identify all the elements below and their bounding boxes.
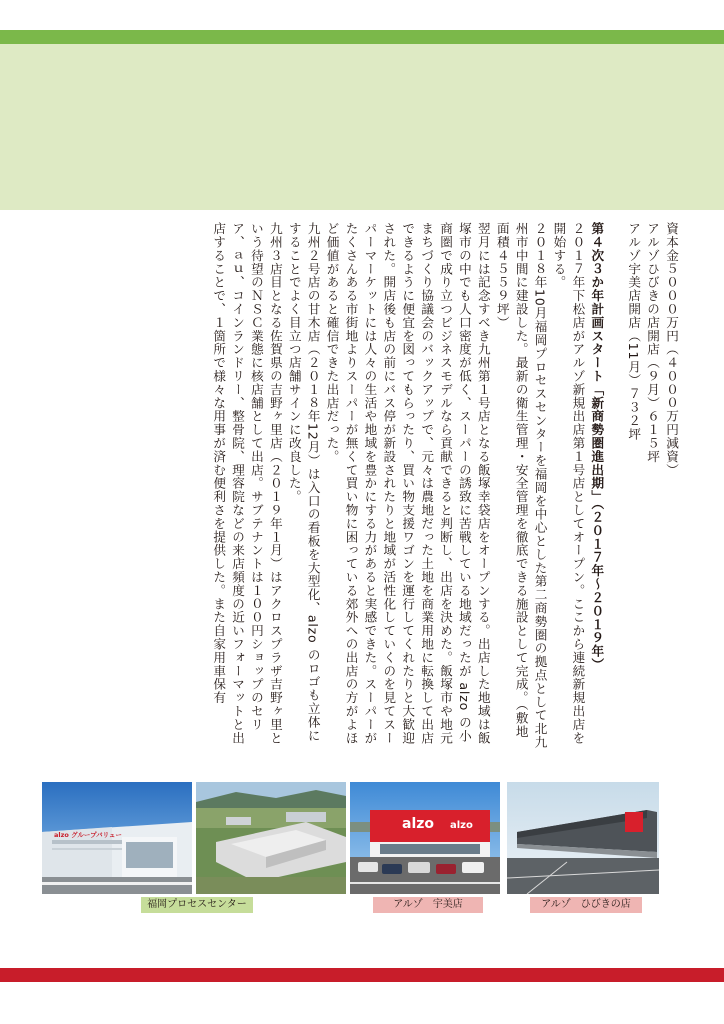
bottom-red-bar — [0, 968, 724, 982]
top-green-bar — [0, 30, 724, 44]
vertical-text-block — [58, 222, 680, 750]
section-heading: 第４次３か年計画スタート「新商勢圏進出期」（２０１７年〜２０１９年） — [589, 222, 605, 672]
article-body — [58, 222, 680, 750]
paragraph-2: ２０１８年10月福岡プロセスセンターを福岡を中心とした第二商勢圏の拠点として北九州市中間に建設した。最新の衛生管理・安全管理を徹底できる施設として完成。（敷地面積４５５９坪） — [494, 222, 548, 749]
caption-fukuoka-process-center: 福岡プロセスセンター — [141, 897, 253, 913]
paragraph-gap — [605, 222, 623, 750]
photo-aerial-view — [196, 782, 346, 894]
photo-umi-store — [350, 782, 500, 894]
umi-open-line: アルゾ宇美店開店（11月）７３２坪 — [626, 222, 642, 441]
caption-umi-store: アルゾ 宇美店 — [373, 897, 483, 913]
paragraph-4: 九州２号店の甘木店（２０１８年12月）は入口の看板を大型化、alzo のロゴも立体にすることでよく目立つ店舗サインに改良した。 — [286, 222, 321, 743]
caption-hibikino-store: アルゾ ひびきの店 — [530, 897, 642, 913]
paragraph-5: 九州３店目となる佐賀県の吉野ヶ里店（２０１９年１月）はアクロスプラザ吉野ヶ里という待望のＮＳＣ業態に核店舗として出店。サブテナントは１００円ショップのセリア、ａｕ、コインランドリー、整骨院、理容院などの来店頻度の近いフォーマットと出店することで、１箇所で様々な用事が済む便利さを提供した。また自家用車保有 — [211, 222, 283, 745]
photo-fukuoka-process-center — [42, 782, 192, 894]
fukuoka-sign-text: alzo グループバリュー — [54, 831, 122, 839]
capital-line: 資本金５０００万円（４０００万円減資） — [664, 222, 679, 477]
store-sign-text-2: alzo — [450, 820, 473, 831]
paragraph-1: ２０１７年下松店がアルゾ新規出店第１号店としてオープン。ここから連続新規出店を開始する。 — [551, 222, 586, 745]
store-sign-text: alzo — [402, 816, 435, 832]
hibiki-open-line: アルゾひびきの店開店（９月）６１５坪 — [645, 222, 661, 464]
paragraph-3: 翌月には記念すべき九州第１号店となる飯塚幸袋店をオープンする。出店した地域は飯塚市の中でも人口密度が低く、スーパーの誘致に苦戦している地域だったが alzo の小商圏で成り立つビジネスモデルなら貢献できると判断し、出店を決めた。飯塚市や地元まちづくり協議会のバックアップで、元々は農地だった土地を商業用地に転換して出店できるように便宜を図ってもらったり、買い物支援ワゴンを運行してくれたりと大歓迎された。開店後も店の前にバス停が新設されたりと地域が活性化していくのを見てスーパーマーケットには人々の生活や地域を豊かにする力があると実感できた。スーパーがたくさんある市街地よりスーパーが無くて買い物に困っている郊外への出店の方がよほど価値があると確信できた出店だった。 — [324, 222, 491, 745]
top-green-panel — [0, 44, 724, 210]
photo-hibikino-store — [507, 782, 659, 894]
